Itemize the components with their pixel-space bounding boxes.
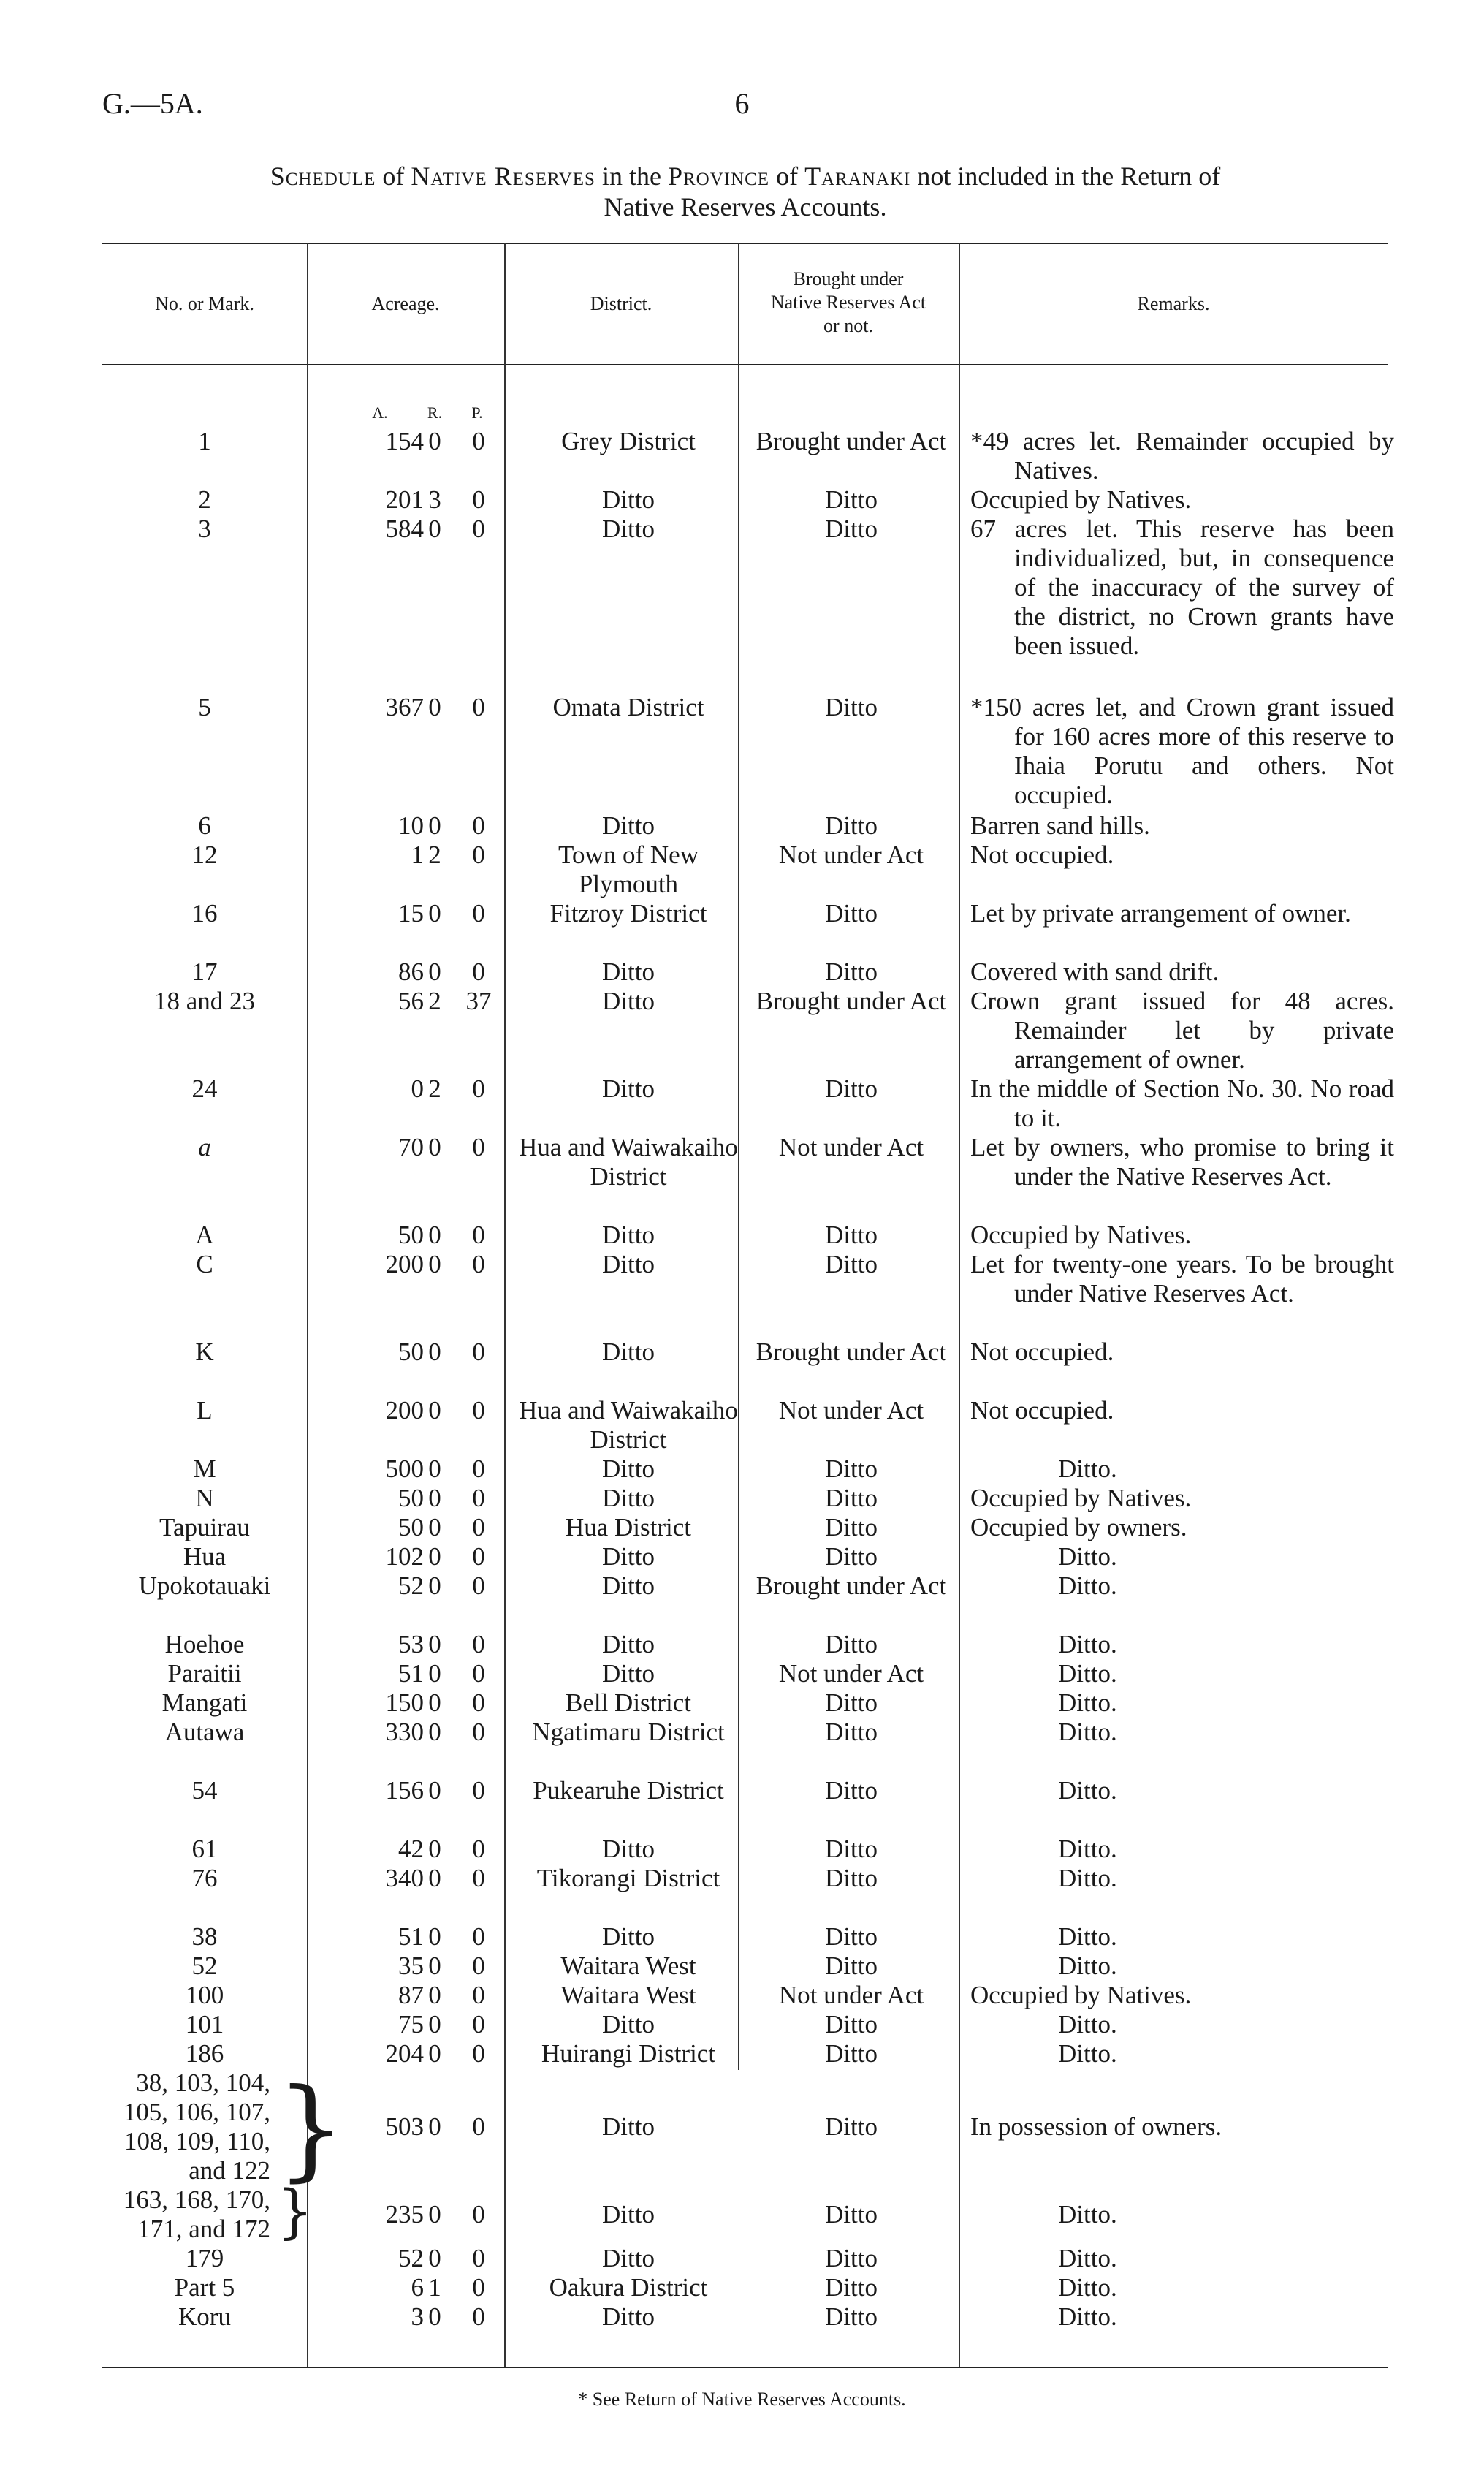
row-district: Ditto (602, 2302, 655, 2331)
row-perches: 0 (472, 1396, 485, 1425)
row-acres: 70 (398, 1133, 424, 1161)
row-acres: 50 (398, 1484, 424, 1512)
row-district: Tikorangi District (536, 1864, 720, 1892)
row-acres: 6 (411, 2273, 424, 2302)
row-remarks: Not occupied. (970, 1396, 1114, 1425)
row-remarks: Covered with sand drift. (970, 957, 1219, 986)
row-acres: 1 (411, 841, 424, 869)
page-number: 6 (734, 87, 750, 120)
row-no: K (195, 1338, 214, 1366)
row-perches: 37 (465, 987, 492, 1015)
row-roods: 0 (428, 1952, 441, 1980)
row-no: 179 (185, 2244, 224, 2272)
row-roods: 0 (428, 1835, 441, 1863)
row-brought: Ditto (825, 899, 878, 928)
row-brought: Brought under Act (756, 987, 947, 1015)
row-remarks: Occupied by Natives. (970, 1981, 1192, 2009)
row-remarks: Ditto. (1058, 1776, 1117, 1805)
row-brought: Ditto (825, 1952, 878, 1980)
row-acres: 51 (398, 1659, 424, 1688)
row-remarks: In the middle of Section No. 30. No road to it. (970, 1074, 1394, 1132)
title-native-reserves: Native Reserves (411, 162, 595, 191)
row-remarks: Ditto. (1058, 1571, 1117, 1600)
row-roods: 0 (428, 1133, 441, 1161)
row-acres: 10 (398, 811, 424, 840)
row-no: Upokotauaki (138, 1571, 271, 1600)
row-perches: 0 (472, 1630, 485, 1658)
row-remarks: Ditto. (1058, 1688, 1117, 1717)
row-remarks: *150 acres let, and Crown grant issued for 160 acres more of this reserve to Ihaia Porutu and others. Not occupied. (970, 693, 1394, 809)
row-perches: 0 (472, 2039, 485, 2068)
row-perches: 0 (472, 1221, 485, 1249)
row-remarks: Ditto. (1058, 1630, 1117, 1658)
row-perches: 0 (472, 1981, 485, 2009)
row-roods: 0 (428, 1630, 441, 1658)
row-roods: 0 (428, 1981, 441, 2009)
row-acres: 340 (385, 1864, 424, 1892)
row-no: 12 (191, 841, 218, 869)
row-perches: 0 (472, 1455, 485, 1483)
row-perches: 0 (472, 1074, 485, 1103)
row-perches: 0 (472, 2244, 485, 2272)
row-acres: 156 (385, 1776, 424, 1805)
row-district: Bell District (565, 1688, 692, 1717)
row-brought: Not under Act (778, 1133, 924, 1161)
row-roods: 1 (428, 2273, 441, 2302)
row-no: 1 (198, 427, 211, 455)
row-brought: Ditto (825, 2010, 878, 2038)
row-no: 38 (191, 1922, 218, 1951)
row-district: Ditto (602, 1922, 655, 1951)
row-acres: 154 (385, 427, 424, 455)
row-roods: 0 (428, 1922, 441, 1951)
row-no: 38, 103, 104, 105, 106, 107, 108, 109, 110, and 122 (123, 2068, 270, 2185)
row-perches: 0 (472, 1718, 485, 1746)
row-perches: 0 (472, 1688, 485, 1717)
row-district: Ditto (602, 1659, 655, 1688)
title-rest: not included in the Return of (917, 162, 1221, 191)
unit-roods: R. (427, 403, 443, 422)
row-brought: Ditto (825, 2273, 878, 2302)
row-brought: Ditto (825, 1864, 878, 1892)
row-district: Ditto (602, 811, 655, 840)
row-no: 163, 168, 170, 171, and 172 (123, 2185, 270, 2243)
row-roods: 0 (428, 2302, 441, 2331)
row-acres: 3 (411, 2302, 424, 2331)
row-district: Hua and Waiwakaiho District (519, 1133, 738, 1191)
row-district: Ditto (602, 987, 655, 1015)
row-district: Grey District (561, 427, 696, 455)
row-brought: Not under Act (778, 1396, 924, 1425)
col-header-no: No. or Mark. (155, 293, 254, 314)
row-district: Ditto (602, 1835, 655, 1863)
title-line-2: Native Reserves Accounts. (604, 192, 887, 221)
row-district: Ditto (602, 1484, 655, 1512)
row-remarks: Ditto. (1058, 2010, 1117, 2038)
row-brought: Brought under Act (756, 1571, 947, 1600)
row-perches: 0 (472, 1513, 485, 1541)
row-roods: 0 (428, 1338, 441, 1366)
row-no: Koru (178, 2302, 231, 2331)
row-perches: 0 (472, 1922, 485, 1951)
row-perches: 0 (472, 2200, 485, 2229)
row-no: 100 (185, 1981, 224, 2009)
row-remarks: Let by private arrangement of owner. (970, 899, 1351, 928)
row-no: 52 (191, 1952, 218, 1980)
row-no: 186 (185, 2039, 224, 2068)
row-brought: Ditto (825, 1074, 878, 1103)
row-acres: 35 (398, 1952, 424, 1980)
row-district: Ditto (602, 2200, 655, 2229)
row-perches: 0 (472, 2010, 485, 2038)
row-acres: 86 (398, 957, 424, 986)
row-acres: 102 (385, 1542, 424, 1571)
row-district: Ditto (602, 1455, 655, 1483)
row-acres: 235 (385, 2200, 424, 2229)
row-remarks: Ditto. (1058, 1864, 1117, 1892)
unit-acres: A. (372, 403, 388, 422)
row-acres: 51 (398, 1922, 424, 1951)
table-header-rule (102, 364, 1388, 365)
row-roods: 0 (428, 2010, 441, 2038)
row-perches: 0 (472, 427, 485, 455)
row-district: Ditto (602, 2112, 655, 2141)
row-acres: 87 (398, 1981, 424, 2009)
row-remarks: Occupied by owners. (970, 1513, 1187, 1541)
row-district: Town of New Plymouth (558, 841, 699, 898)
row-district: Ditto (602, 1542, 655, 1571)
row-perches: 0 (472, 1484, 485, 1512)
row-perches: 0 (472, 899, 485, 928)
row-roods: 0 (428, 1221, 441, 1249)
row-brought: Ditto (825, 2039, 878, 2068)
row-acres: 52 (398, 1571, 424, 1600)
row-brought: Ditto (825, 693, 878, 721)
row-district: Ditto (602, 1250, 655, 1278)
col-header-district: District. (590, 293, 652, 314)
row-district: Waitara West (560, 1952, 696, 1980)
row-perches: 0 (472, 693, 485, 721)
row-remarks: Ditto. (1058, 1659, 1117, 1688)
row-remarks: Let by owners, who promise to bring it under the Native Reserves Act. (970, 1133, 1394, 1191)
row-remarks: Ditto. (1058, 1922, 1117, 1951)
row-roods: 2 (428, 1074, 441, 1103)
row-brought: Ditto (825, 1718, 878, 1746)
row-perches: 0 (472, 811, 485, 840)
row-roods: 0 (428, 1718, 441, 1746)
row-district: Ditto (602, 1338, 655, 1366)
row-brought: Ditto (825, 2244, 878, 2272)
row-district: Hua and Waiwakaiho District (519, 1396, 738, 1454)
row-roods: 0 (428, 1776, 441, 1805)
row-acres: 204 (385, 2039, 424, 2068)
row-brought: Ditto (825, 1455, 878, 1483)
row-acres: 52 (398, 2244, 424, 2272)
row-roods: 0 (428, 1455, 441, 1483)
title-word-of-2: of (776, 162, 799, 191)
row-perches: 0 (472, 2302, 485, 2331)
row-roods: 0 (428, 1542, 441, 1571)
row-perches: 0 (472, 1133, 485, 1161)
row-district: Fitzroy District (549, 899, 707, 928)
row-brought: Ditto (825, 1776, 878, 1805)
row-acres: 367 (385, 693, 424, 721)
row-no: 24 (191, 1074, 218, 1103)
row-district: Ditto (602, 1571, 655, 1600)
row-roods: 0 (428, 2200, 441, 2229)
row-remarks: Ditto. (1058, 2302, 1117, 2331)
row-roods: 0 (428, 515, 441, 543)
row-no: 101 (185, 2010, 224, 2038)
row-acres: 0 (411, 1074, 424, 1103)
row-brought: Ditto (825, 2200, 878, 2229)
row-brought: Ditto (825, 1688, 878, 1717)
row-acres: 200 (385, 1250, 424, 1278)
col-header-brought-line-2: Native Reserves Act (770, 292, 926, 313)
row-perches: 0 (472, 2273, 485, 2302)
row-roods: 0 (428, 1688, 441, 1717)
row-roods: 0 (428, 1659, 441, 1688)
row-roods: 0 (428, 2244, 441, 2272)
row-brought: Not under Act (778, 1659, 924, 1688)
row-no: 54 (191, 1776, 218, 1805)
row-remarks: Crown grant issued for 48 acres. Remainder let by private arrangement of owner. (970, 987, 1394, 1074)
row-remarks: Occupied by Natives. (970, 485, 1192, 514)
row-remarks: Not occupied. (970, 1338, 1114, 1366)
row-remarks: 67 acres let. This reserve has been individualized, but, in consequence of the inaccuracy of the survey of the district, no Crown grants have been issued. (970, 515, 1394, 660)
row-brought: Ditto (825, 1542, 878, 1571)
row-no: Mangati (161, 1688, 248, 1717)
row-brought: Ditto (825, 1221, 878, 1249)
row-district: Ditto (602, 1074, 655, 1103)
row-remarks: Occupied by Natives. (970, 1484, 1192, 1512)
table-top-rule (102, 243, 1388, 244)
row-brought: Ditto (825, 1922, 878, 1951)
row-district: Huirangi District (541, 2039, 716, 2068)
row-roods: 0 (428, 899, 441, 928)
row-no: 5 (198, 693, 211, 721)
row-roods: 0 (428, 693, 441, 721)
row-perches: 0 (472, 841, 485, 869)
title-word-in-the: in the (601, 162, 661, 191)
row-district: Hua District (565, 1513, 692, 1541)
row-no: N (195, 1484, 214, 1512)
row-perches: 0 (472, 1776, 485, 1805)
title-word-schedule: Schedule (270, 162, 376, 191)
document-code: G.—5A. (102, 87, 203, 120)
row-no: 16 (191, 899, 218, 928)
row-perches: 0 (472, 2112, 485, 2141)
row-remarks: Ditto. (1058, 2039, 1117, 2068)
col-header-acreage: Acreage. (371, 293, 440, 314)
row-brought: Ditto (825, 485, 878, 514)
row-brought: Ditto (825, 1513, 878, 1541)
row-remarks: Ditto. (1058, 2200, 1117, 2229)
row-perches: 0 (472, 1338, 485, 1366)
row-remarks: Ditto. (1058, 1542, 1117, 1571)
row-brought: Ditto (825, 1250, 878, 1278)
row-brought: Ditto (825, 1835, 878, 1863)
row-remarks: Barren sand hills. (970, 811, 1150, 840)
brace-icon: } (276, 2066, 346, 2193)
row-perches: 0 (472, 1864, 485, 1892)
row-district: Ditto (602, 515, 655, 543)
row-no: 2 (198, 485, 211, 514)
row-district: Omata District (552, 693, 704, 721)
row-acres: 330 (385, 1718, 424, 1746)
row-brought: Not under Act (778, 841, 924, 869)
row-roods: 0 (428, 1571, 441, 1600)
row-remarks: In possession of owners. (970, 2112, 1222, 2141)
row-no: 76 (191, 1864, 218, 1892)
row-brought: Brought under Act (756, 427, 947, 455)
row-perches: 0 (472, 1659, 485, 1688)
row-no: C (196, 1250, 213, 1278)
row-no: 61 (191, 1835, 218, 1863)
row-acres: 50 (398, 1513, 424, 1541)
row-no: Hua (183, 1542, 227, 1571)
table-bottom-rule (102, 2367, 1388, 2368)
row-acres: 500 (385, 1455, 424, 1483)
row-perches: 0 (472, 1542, 485, 1571)
row-no: 17 (191, 957, 218, 986)
col-header-remarks: Remarks. (1137, 293, 1210, 314)
row-brought: Ditto (825, 2112, 878, 2141)
row-district: Ditto (602, 957, 655, 986)
row-district: Ditto (602, 485, 655, 514)
row-brought: Not under Act (778, 1981, 924, 2009)
row-perches: 0 (472, 1571, 485, 1600)
row-remarks: Ditto. (1058, 1718, 1117, 1746)
row-acres: 201 (385, 485, 424, 514)
row-acres: 200 (385, 1396, 424, 1425)
row-no: A (195, 1221, 214, 1249)
title-word-of: of (382, 162, 405, 191)
col-header-brought-line-1: Brought under (793, 268, 904, 289)
row-brought: Ditto (825, 1484, 878, 1512)
row-brought: Ditto (825, 1630, 878, 1658)
row-no: L (197, 1396, 213, 1425)
row-district: Ditto (602, 2010, 655, 2038)
row-perches: 0 (472, 1952, 485, 1980)
row-district: Ditto (602, 1630, 655, 1658)
row-brought: Ditto (825, 2302, 878, 2331)
row-brought: Ditto (825, 957, 878, 986)
title-word-taranaki: Taranaki (804, 162, 911, 191)
row-remarks: *49 acres let. Remainder occupied by Natives. (970, 427, 1394, 485)
row-acres: 56 (398, 987, 424, 1015)
row-no: 18 and 23 (153, 987, 256, 1015)
row-perches: 0 (472, 957, 485, 986)
row-roods: 0 (428, 2112, 441, 2141)
unit-perches: P. (471, 403, 483, 422)
row-roods: 0 (428, 2039, 441, 2068)
row-no: Tapuirau (159, 1513, 250, 1541)
row-remarks: Not occupied. (970, 841, 1114, 869)
col-header-brought-line-3: or not. (823, 315, 873, 336)
row-perches: 0 (472, 485, 485, 514)
row-perches: 0 (472, 1250, 485, 1278)
row-roods: 0 (428, 1864, 441, 1892)
row-no: Autawa (164, 1718, 245, 1746)
row-no: Hoehoe (164, 1630, 245, 1658)
row-acres: 15 (398, 899, 424, 928)
brace-icon: } (276, 2177, 313, 2245)
col-separator-4 (959, 243, 960, 2367)
row-district: Waitara West (560, 1981, 696, 2009)
row-no: Part 5 (174, 2273, 235, 2302)
row-remarks: Ditto. (1058, 1455, 1117, 1483)
row-acres: 75 (398, 2010, 424, 2038)
row-district: Pukearuhe District (533, 1776, 724, 1805)
schedule-title (124, 161, 1366, 222)
row-roods: 0 (428, 1484, 441, 1512)
row-remarks: Let for twenty-one years. To be brought under Native Reserves Act. (970, 1250, 1394, 1308)
row-no: Paraitii (167, 1659, 242, 1688)
row-remarks: Ditto. (1058, 2273, 1117, 2302)
row-roods: 0 (428, 427, 441, 455)
row-remarks: Occupied by Natives. (970, 1221, 1192, 1249)
row-roods: 0 (428, 1396, 441, 1425)
row-remarks: Ditto. (1058, 2244, 1117, 2272)
row-district: Oakura District (549, 2273, 708, 2302)
col-header-brought (738, 268, 959, 338)
row-roods: 0 (428, 1513, 441, 1541)
title-word-province: Province (667, 162, 770, 191)
row-acres: 150 (385, 1688, 424, 1717)
row-roods: 0 (428, 811, 441, 840)
row-acres: 53 (398, 1630, 424, 1658)
row-no: 3 (198, 515, 211, 543)
row-remarks: Ditto. (1058, 1835, 1117, 1863)
row-perches: 0 (472, 515, 485, 543)
row-acres: 50 (398, 1221, 424, 1249)
col-separator-2 (504, 243, 506, 2367)
row-district: Ngatimaru District (532, 1718, 725, 1746)
row-no: M (193, 1455, 216, 1483)
row-roods: 2 (428, 841, 441, 869)
row-acres: 503 (385, 2112, 424, 2141)
row-roods: 0 (428, 1250, 441, 1278)
row-district: Ditto (602, 1221, 655, 1249)
row-district: Ditto (602, 2244, 655, 2272)
row-no: a (198, 1133, 211, 1161)
row-perches: 0 (472, 1835, 485, 1863)
row-brought: Ditto (825, 515, 878, 543)
row-acres: 42 (398, 1835, 424, 1863)
row-acres: 50 (398, 1338, 424, 1366)
row-roods: 0 (428, 957, 441, 986)
footnote: * See Return of Native Reserves Accounts. (578, 2389, 906, 2410)
title-line-1 (124, 161, 1366, 191)
row-acres: 584 (385, 515, 424, 543)
row-brought: Brought under Act (756, 1338, 947, 1366)
row-remarks: Ditto. (1058, 1952, 1117, 1980)
row-no: 6 (198, 811, 211, 840)
row-roods: 3 (428, 485, 441, 514)
row-brought: Ditto (825, 811, 878, 840)
row-roods: 2 (428, 987, 441, 1015)
